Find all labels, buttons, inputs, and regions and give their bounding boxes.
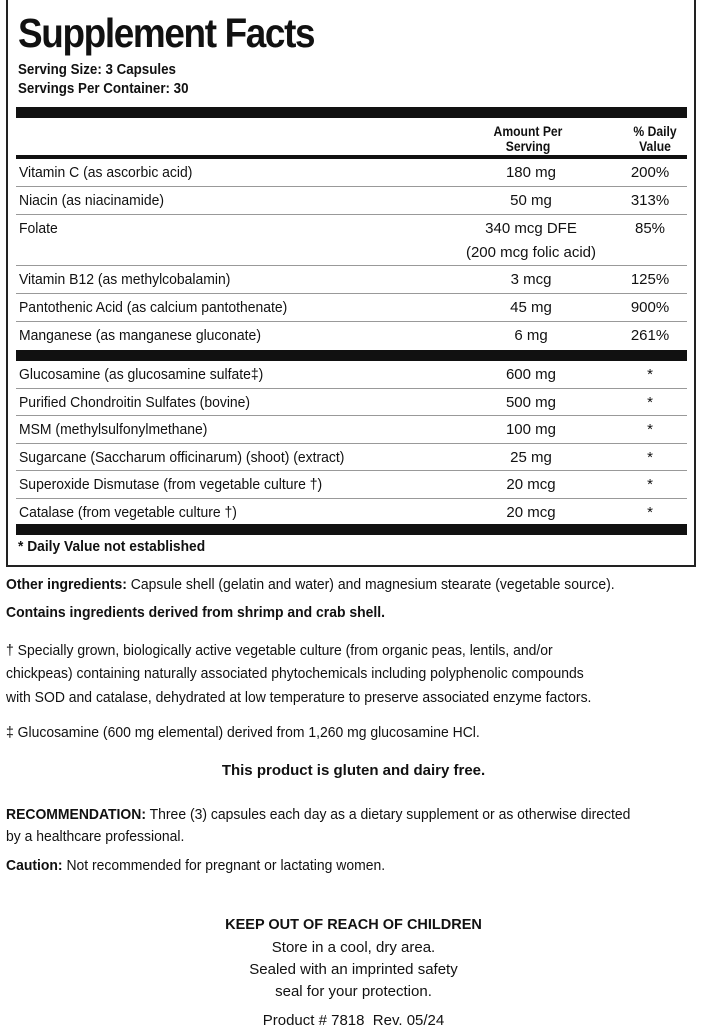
nutrient-name: MSM (methylsulfonylmethane)	[19, 421, 208, 438]
table-row	[16, 361, 687, 389]
nutrient-name: Superoxide Dismutase (from vegetable culture †)	[19, 476, 323, 493]
amount-line: 20 mcg	[506, 476, 556, 493]
nutrient-name: Glucosamine (as glucosamine sulfate‡)	[19, 366, 264, 383]
amount-header-line: Serving	[505, 139, 551, 154]
nutrient-name: Catalase (from vegetable culture †)	[19, 503, 237, 521]
dagger-note-line: † Specially grown, biologically active vegetable culture (from organic peas, lentils, and/or	[6, 642, 553, 659]
nutrient-name: Niacin (as niacinamide)	[19, 192, 164, 209]
keep-out-warning: KEEP OUT OF REACH OF CHILDREN	[225, 917, 482, 933]
table-row	[16, 416, 687, 444]
table-row	[16, 322, 687, 349]
daily-value: 313%	[630, 192, 670, 209]
amount-line: 180 mg	[505, 164, 557, 181]
nutrient-amount	[436, 296, 626, 320]
divider-bar	[16, 524, 687, 535]
amount-header	[483, 124, 573, 154]
amount-line: 100 mg	[505, 421, 557, 438]
allergen-statement: Contains ingredients derived from shrimp and crab shell.	[6, 604, 386, 621]
amount-line: 500 mg	[505, 393, 557, 411]
nutrient-amount	[436, 324, 626, 348]
dagger-note-line: chickpeas) containing naturally associated phytochemicals including polyphenolic compounds	[6, 665, 584, 682]
recommendation	[6, 806, 630, 823]
storage-note: Store in a cool, dry area.	[271, 939, 436, 956]
caution-label: Caution:	[6, 857, 63, 874]
amount-header-line: Amount Per	[493, 124, 563, 139]
caution	[6, 857, 385, 874]
nutrient-name: Pantothenic Acid (as calcium pantothenate)	[19, 299, 288, 316]
table-row	[16, 159, 687, 187]
daily-value: 261%	[630, 327, 670, 344]
other-ingredients	[6, 576, 615, 593]
seal-note-line: seal for your protection.	[275, 983, 432, 1000]
divider-bar	[16, 107, 687, 118]
caution-text: Not recommended for pregnant or lactating women.	[62, 857, 386, 874]
nutrient-amount	[436, 391, 626, 415]
seal-note-line: Sealed with an imprinted safety	[249, 961, 458, 978]
nutrient-amount	[436, 473, 626, 497]
table-row	[16, 389, 687, 417]
daily-value: *	[647, 366, 653, 383]
nutrient-amount	[436, 217, 626, 265]
nutrient-name: Vitamin B12 (as methylcobalamin)	[19, 271, 231, 288]
nutrient-name: Purified Chondroitin Sulfates (bovine)	[19, 393, 251, 411]
nutrient-amount	[436, 161, 626, 185]
amount-line: 600 mg	[505, 366, 557, 383]
serving-size: Serving Size: 3 Capsules	[18, 62, 176, 78]
nutrient-name: Manganese (as manganese gluconate)	[19, 327, 261, 344]
amount-line: 50 mg	[510, 192, 552, 209]
gluten-statement: This product is gluten and dairy free.	[221, 762, 486, 779]
daily-value: 125%	[630, 271, 670, 288]
divider-bar	[16, 350, 687, 361]
daily-value: 200%	[630, 164, 670, 181]
recommendation-line-2: by a healthcare professional.	[6, 828, 185, 845]
recommendation-text: Three (3) capsules each day as a dietary supplement or as otherwise directed	[146, 806, 631, 823]
dv-header-line: % Daily	[633, 124, 677, 139]
supplement-facts-panel	[6, 0, 696, 567]
amount-line: 340 mcg DFE	[485, 220, 577, 237]
nutrient-amount	[436, 418, 626, 442]
nutrient-amount	[436, 268, 626, 292]
recommendation-label: RECOMMENDATION:	[6, 806, 147, 823]
amount-line: 6 mg	[514, 327, 548, 344]
dagger-note-line: with SOD and catalase, dehydrated at low temperature to preserve associated enzyme factors.	[6, 689, 592, 706]
daily-value: 85%	[634, 220, 666, 237]
amount-line: 25 mg	[510, 448, 552, 466]
other-ingredients-text: Capsule shell (gelatin and water) and magnesium stearate (vegetable source).	[126, 576, 615, 593]
table-row	[16, 444, 687, 472]
nutrient-name: Vitamin C (as ascorbic acid)	[19, 164, 193, 181]
daily-value: 900%	[630, 299, 670, 316]
nutrient-amount	[436, 189, 626, 213]
amount-line: (200 mcg folic acid)	[465, 244, 597, 261]
nutrient-amount	[436, 363, 626, 387]
double-dagger-note: ‡ Glucosamine (600 mg elemental) derived from 1,260 mg glucosamine HCl.	[6, 724, 480, 741]
table-row	[16, 471, 687, 499]
nutrient-name: Folate	[19, 220, 58, 237]
nutrient-amount	[436, 501, 626, 525]
table-row	[16, 215, 687, 266]
table-row	[16, 266, 687, 294]
amount-line: 3 mcg	[510, 271, 552, 288]
amount-line: 20 mcg	[506, 503, 556, 521]
nutrient-name: Sugarcane (Saccharum officinarum) (shoot) (extract)	[19, 448, 345, 466]
amount-line: 45 mg	[510, 299, 552, 316]
dv-header	[624, 124, 687, 154]
dv-header-line: Value	[639, 139, 671, 154]
daily-value: *	[647, 503, 653, 521]
daily-value: *	[647, 421, 653, 438]
daily-value: *	[647, 448, 653, 466]
nutrient-amount	[436, 446, 626, 470]
other-ingredients-label: Other ingredients:	[6, 576, 127, 593]
product-number: Product # 7818 Rev. 05/24	[262, 1012, 445, 1029]
daily-value: *	[647, 393, 653, 411]
table-row	[16, 187, 687, 215]
table-row	[16, 499, 687, 526]
panel-title: Supplement Facts	[18, 10, 315, 56]
servings-per-container: Servings Per Container: 30	[18, 81, 189, 97]
table-row	[16, 294, 687, 322]
daily-value: *	[647, 476, 653, 493]
footnote: * Daily Value not established	[18, 538, 206, 555]
